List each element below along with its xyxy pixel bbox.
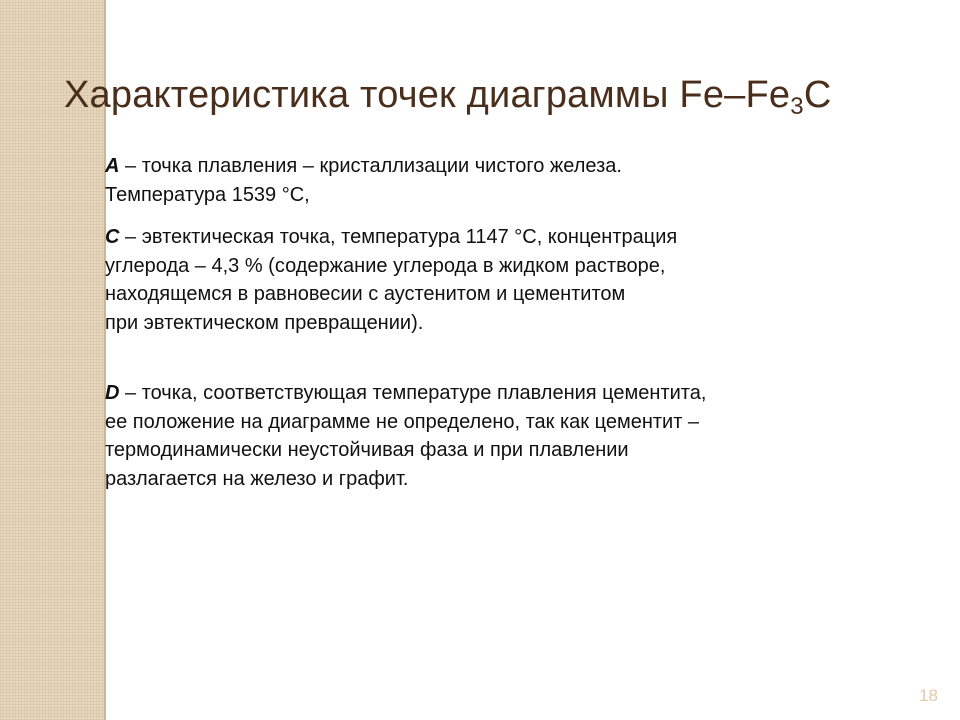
point-c-description bbox=[105, 223, 935, 337]
point-a-letter: А bbox=[105, 155, 120, 177]
title-tail: C bbox=[803, 74, 832, 116]
point-c-line-4: при эвтектическом превращении). bbox=[105, 311, 424, 334]
point-d-line-3: термодинамически неустойчивая фаза и при плавлении bbox=[105, 439, 629, 461]
title-subscript: 3 bbox=[790, 93, 804, 120]
point-d-line-4: разлагается на железо и графит. bbox=[105, 467, 409, 490]
point-d-line-1: – точка, соответствующая температуре плавления цементита, bbox=[119, 382, 707, 404]
point-d-description bbox=[105, 379, 935, 493]
point-d-line-2: ее положение на диаграмме не определено, так как цементит – bbox=[105, 410, 700, 433]
point-a-line-1: – точка плавления – кристаллизации чистого железа. bbox=[119, 155, 622, 177]
title-main: Характеристика точек диаграммы Fe–Fe bbox=[64, 74, 791, 116]
point-c-line-2: углерода – 4,3 % (содержание углерода в жидком растворе, bbox=[105, 254, 666, 277]
point-a-description bbox=[105, 152, 935, 209]
slide-title bbox=[64, 74, 832, 120]
point-d-letter: D bbox=[105, 382, 120, 404]
point-a-line-2: Температура 1539 °С, bbox=[105, 183, 310, 206]
page-number: 18 bbox=[919, 686, 938, 705]
point-c-letter: С bbox=[105, 226, 120, 248]
slide-body bbox=[105, 152, 935, 493]
point-c-line-3: находящемся в равновесии с аустенитом и цементитом bbox=[105, 283, 626, 305]
point-c-line-1: – эвтектическая точка, температура 1147 °С, концентрация bbox=[119, 226, 678, 248]
